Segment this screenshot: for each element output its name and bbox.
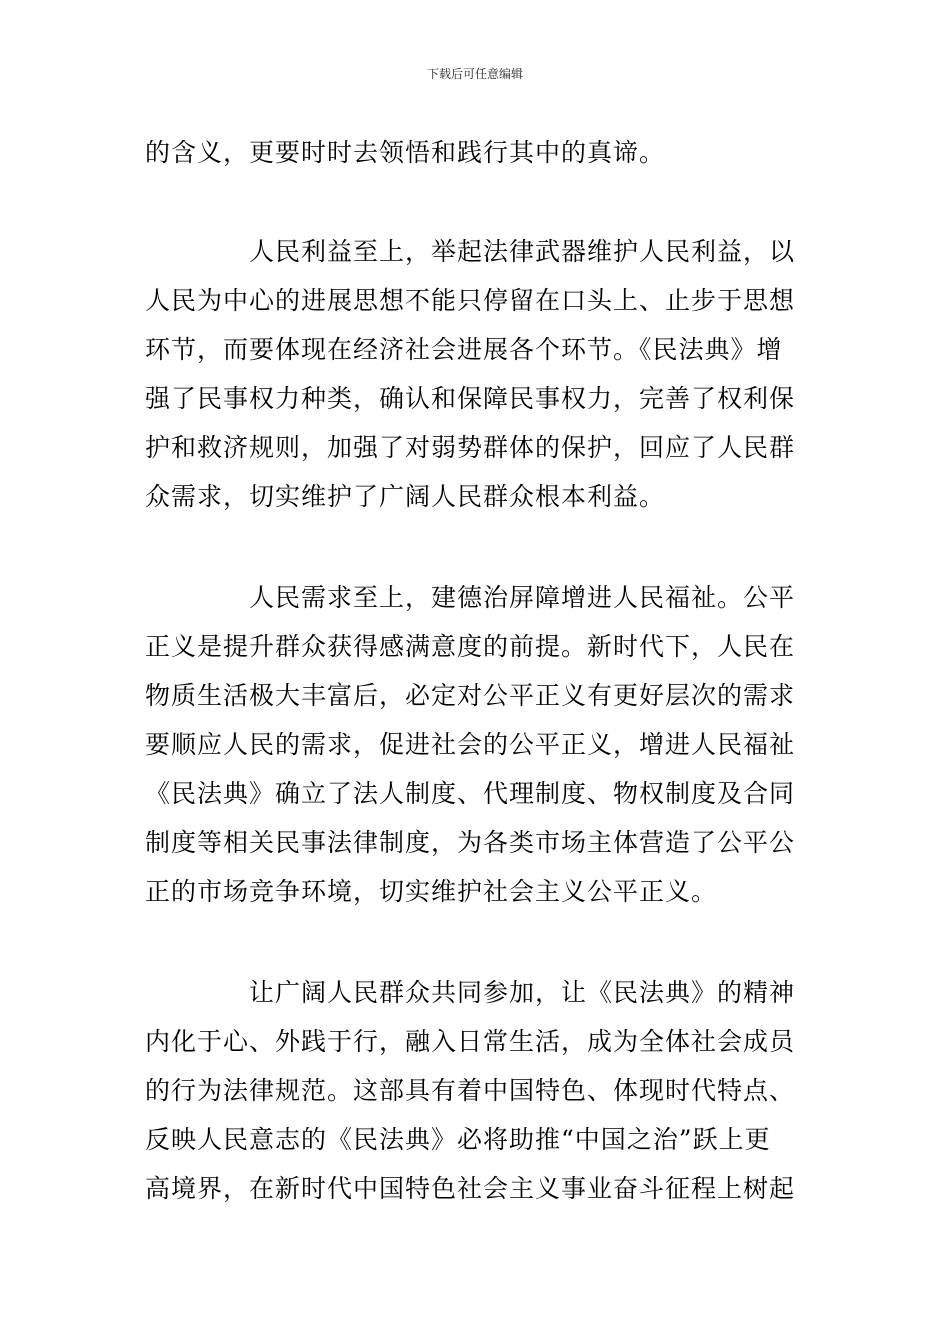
text-line: 的行为法律规范。这部具有着中国特色、体现时代特点、 xyxy=(145,1076,796,1105)
text-line: 护和救济规则，加强了对弱势群体的保护，回应了人民群 xyxy=(145,433,796,462)
text-line: 人民利益至上，举起法律武器维护人民利益，以 xyxy=(249,237,796,266)
paragraph-people-needs xyxy=(145,573,807,916)
paragraph-continuation xyxy=(145,128,807,177)
text-line: 要顺应人民的需求，促进社会的公平正义，增进人民福祉 xyxy=(145,730,796,759)
text-line: 《民法典》确立了法人制度、代理制度、物权制度及合同 xyxy=(145,779,796,808)
text-line: 正的市场竞争环境，切实维护社会主义公平正义。 xyxy=(145,877,718,906)
paragraph-participation xyxy=(145,968,807,1213)
text-line: 正义是提升群众获得感满意度的前提。新时代下，人民在 xyxy=(145,632,796,661)
text-line: 人民为中心的进展思想不能只停留在口头上、止步于思想 xyxy=(145,286,796,315)
text-line: 人民需求至上，建德治屏障增进人民福祉。公平 xyxy=(249,583,796,612)
text-line: 让广阔人民群众共同参加，让《民法典》的精神 xyxy=(249,978,796,1007)
text-line: 高境界，在新时代中国特色社会主义事业奋斗征程上树起 xyxy=(145,1174,796,1203)
text-line: 物质生活极大丰富后，必定对公平正义有更好层次的需求 xyxy=(145,681,796,710)
text-line: 强了民事权力种类，确认和保障民事权力，完善了权利保 xyxy=(145,384,796,413)
paragraph-people-interests xyxy=(145,227,807,521)
page-header: 下载后可任意编辑 xyxy=(426,67,523,81)
text-line: 的含义，更要时时去领悟和践行其中的真谛。 xyxy=(145,138,666,167)
text-line: 制度等相关民事法律制度，为各类市场主体营造了公平公 xyxy=(145,828,796,857)
text-line: 环节，而要体现在经济社会进展各个环节。《民法典》增 xyxy=(145,335,783,364)
text-line: 众需求，切实维护了广阔人民群众根本利益。 xyxy=(145,482,666,511)
text-line: 反映人民意志的《民法典》必将助推“中国之治”跃上更 xyxy=(145,1125,771,1154)
text-line: 内化于心、外践于行，融入日常生活，成为全体社会成员 xyxy=(145,1027,796,1056)
